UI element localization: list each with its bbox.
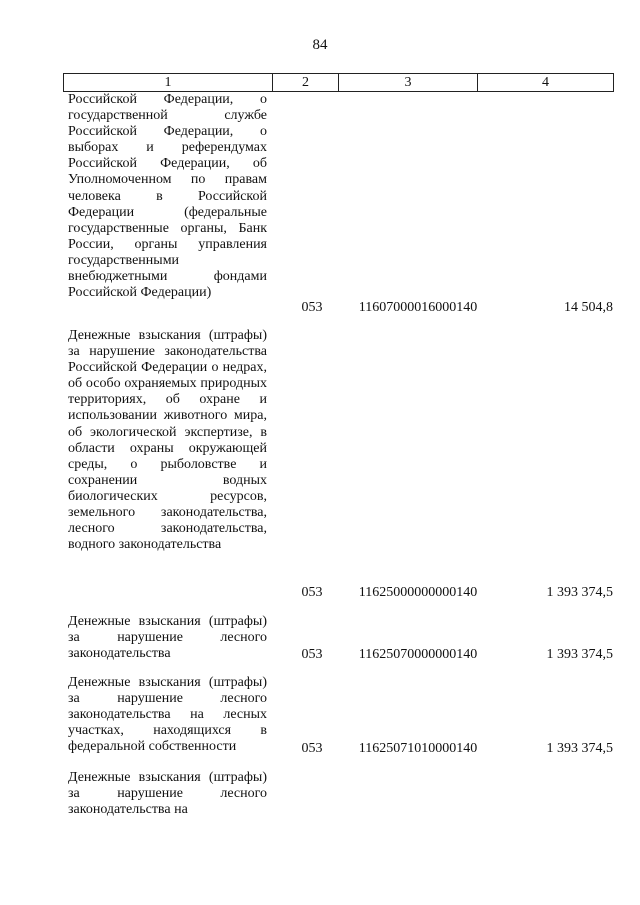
row-code: 053 [301,741,323,756]
row-amount: 1 393 374,5 [546,585,613,600]
page-number: 84 [312,37,328,53]
row-description: Денежные взыскания (штрафы) за нарушение лесного законодательства на [68,770,267,818]
row-kbk: 11625000000000140 [358,585,478,600]
row-code: 053 [301,585,323,600]
row-description: Российской Федерации, о государственной службе Российской Федерации, о выборах и референдумах Российской Федерации, об Уполномоченном по правам человека в Российской Федерации (федеральные государственные органы, Банк России, органы управления государственными внебюджетными фондами Российской Федерации) [68,92,267,301]
row-code: 053 [301,300,323,315]
table-header [63,73,614,92]
row-kbk: 11607000016000140 [358,300,478,315]
column-header-4: 4 [477,74,614,91]
column-header-2: 2 [272,74,338,91]
row-amount: 1 393 374,5 [546,741,613,756]
row-kbk: 11625070000000140 [358,647,478,662]
row-amount: 1 393 374,5 [546,647,613,662]
row-amount: 14 504,8 [564,300,613,315]
row-code: 053 [301,647,323,662]
column-header-3: 3 [338,74,477,91]
row-kbk: 11625071010000140 [358,741,478,756]
row-description: Денежные взыскания (штрафы) за нарушение лесного законодательства [68,614,267,662]
row-description: Денежные взыскания (штрафы) за нарушение лесного законодательства на лесных участках, находящихся в федеральной собственности [68,675,267,755]
column-header-1: 1 [63,74,272,91]
row-description: Денежные взыскания (штрафы) за нарушение законодательства Российской Федерации о недрах, об особо охраняемых природных территориях, об охране и использовании животного мира, об экологической экспертизе, в области охраны окружающей среды, о рыболовстве и сохранении водных биологических ресурсов, земельного законодательства, лесного законодательства, водного законодательства [68,328,267,553]
